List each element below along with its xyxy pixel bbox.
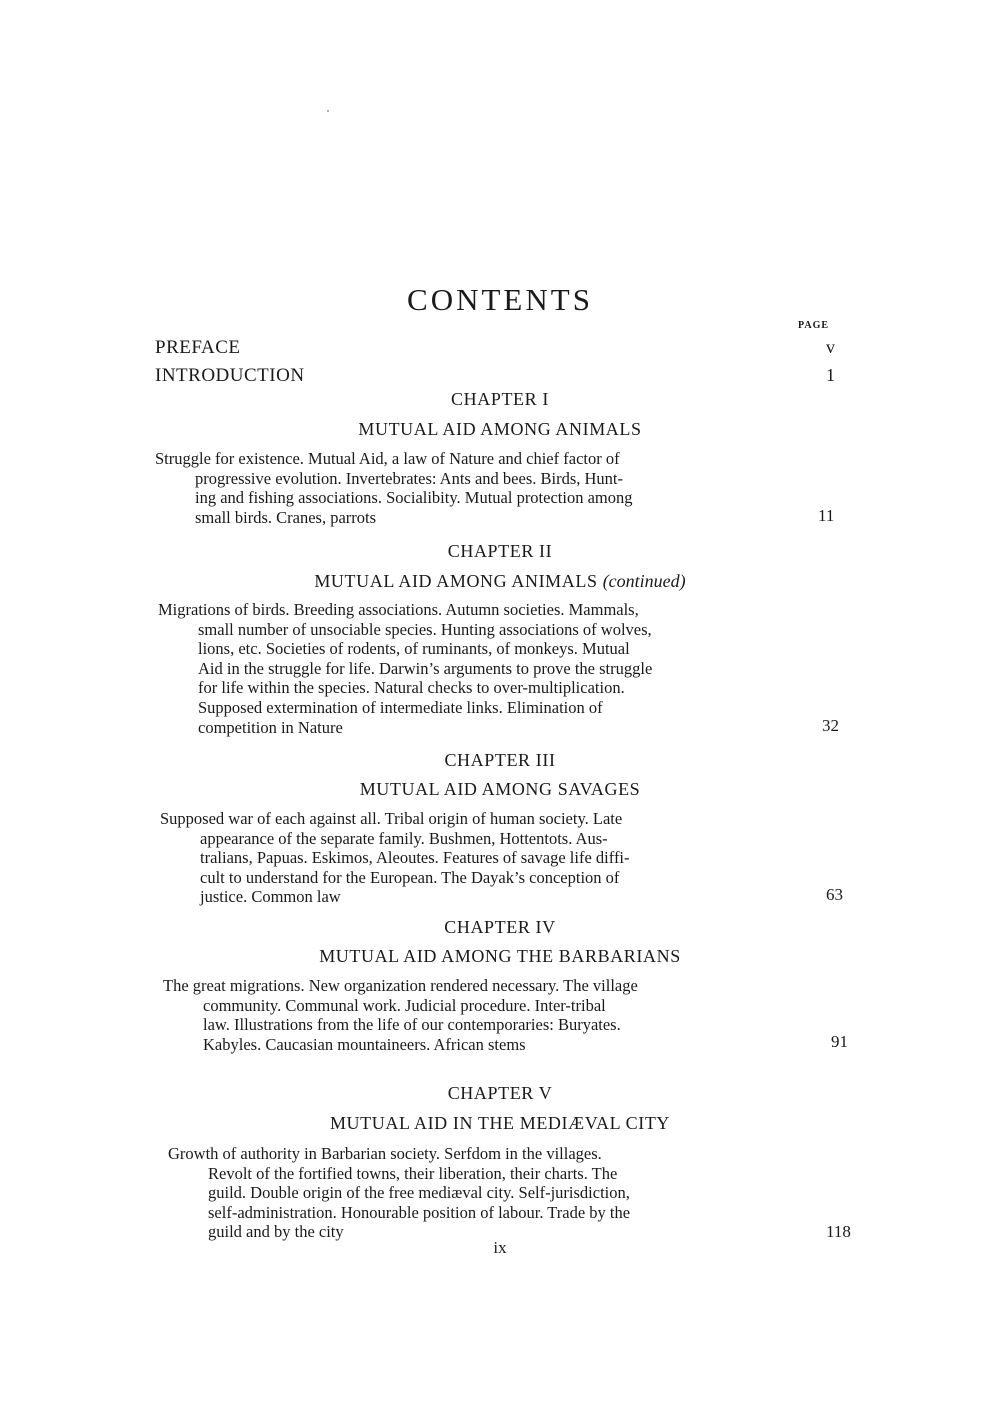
summary-line: Migrations of birds. Breeding associations. Autumn societies. Mammals, bbox=[158, 600, 639, 619]
chapter-title: MUTUAL AID IN THE MEDIÆVAL CITY bbox=[329, 1113, 671, 1133]
chapter-summary bbox=[163, 976, 803, 1054]
summary-line: small birds. Cranes, parrots bbox=[195, 507, 377, 527]
summary-line: guild. Double origin of the free mediæval city. Self-jurisdiction, bbox=[208, 1183, 630, 1203]
summary-line: appearance of the separate family. Bushmen, Hottentots. Aus- bbox=[200, 828, 608, 848]
summary-line: Aid in the struggle for life. Darwin’s arguments to prove the struggle bbox=[198, 658, 653, 678]
page-folio: ix bbox=[493, 1238, 507, 1257]
chapter-page-number: 32 bbox=[822, 716, 839, 735]
summary-line: Supposed war of each against all. Tribal origin of human society. Late bbox=[160, 809, 623, 828]
chapter-heading: CHAPTER IV bbox=[444, 917, 556, 937]
chapter-title: MUTUAL AID AMONG THE BARBARIANS bbox=[319, 946, 681, 966]
chapter-page-number: 11 bbox=[818, 506, 835, 525]
summary-line: justice. Common law bbox=[200, 887, 341, 907]
front-matter-label-preface: PREFACE bbox=[155, 337, 241, 358]
chapter-title-suffix: (continued) bbox=[602, 571, 686, 591]
summary-line: small number of unsociable species. Hunting associations of wolves, bbox=[198, 619, 652, 639]
summary-line: Kabyles. Caucasian mountaineers. African stems bbox=[203, 1034, 526, 1054]
page-column-label: PAGE bbox=[798, 320, 830, 331]
page-title: CONTENTS bbox=[407, 282, 593, 317]
chapter-summary bbox=[160, 809, 800, 907]
front-matter-label-introduction: INTRODUCTION bbox=[155, 365, 305, 386]
summary-line: self-administration. Honourable position of labour. Trade by the bbox=[208, 1202, 631, 1222]
summary-line: guild and by the city bbox=[208, 1222, 344, 1242]
summary-line: law. Illustrations from the life of our contemporaries: Buryates. bbox=[203, 1015, 621, 1035]
summary-line: Growth of authority in Barbarian society. Serfdom in the villages. bbox=[168, 1144, 602, 1163]
summary-line: competition in Nature bbox=[198, 717, 343, 737]
chapter-title: MUTUAL AID AMONG ANIMALS bbox=[358, 419, 642, 439]
front-matter-page-introduction: 1 bbox=[826, 365, 835, 385]
chapter-heading: CHAPTER III bbox=[444, 750, 556, 770]
summary-line: progressive evolution. Invertebrates: Ants and bees. Birds, Hunt- bbox=[195, 468, 623, 488]
chapter-page-number: 63 bbox=[826, 885, 843, 904]
summary-line: community. Communal work. Judicial procedure. Inter-tribal bbox=[203, 995, 606, 1015]
summary-line: lions, etc. Societies of rodents, of ruminants, of monkeys. Mutual bbox=[198, 639, 630, 659]
chapter-summary bbox=[155, 449, 795, 527]
summary-line: tralians, Papuas. Eskimos, Aleoutes. Features of savage life diffi- bbox=[200, 848, 630, 868]
front-matter-page-preface: v bbox=[826, 337, 835, 357]
chapter-title: MUTUAL AID AMONG ANIMALS (continued) bbox=[314, 571, 686, 591]
chapter-summary bbox=[168, 1144, 808, 1242]
chapter-heading: CHAPTER V bbox=[447, 1083, 553, 1103]
chapter-summary bbox=[158, 600, 798, 737]
summary-line: The great migrations. New organization rendered necessary. The village bbox=[163, 976, 638, 995]
summary-line: Revolt of the fortified towns, their liberation, their charts. The bbox=[208, 1163, 618, 1183]
summary-line: ing and fishing associations. Socialibity. Mutual protection among bbox=[195, 488, 633, 508]
summary-line: cult to understand for the European. The Dayak’s conception of bbox=[200, 867, 620, 887]
paper-speck bbox=[327, 110, 329, 112]
summary-line: Struggle for existence. Mutual Aid, a law of Nature and chief factor of bbox=[155, 449, 620, 468]
chapter-heading: CHAPTER II bbox=[447, 541, 553, 561]
chapter-heading: CHAPTER I bbox=[451, 389, 549, 409]
summary-line: for life within the species. Natural checks to over-multiplication. bbox=[198, 678, 625, 698]
chapter-title: MUTUAL AID AMONG SAVAGES bbox=[359, 779, 641, 799]
chapter-page-number: 91 bbox=[831, 1032, 848, 1051]
chapter-page-number: 118 bbox=[826, 1222, 851, 1241]
summary-line: Supposed extermination of intermediate links. Elimination of bbox=[198, 697, 603, 717]
